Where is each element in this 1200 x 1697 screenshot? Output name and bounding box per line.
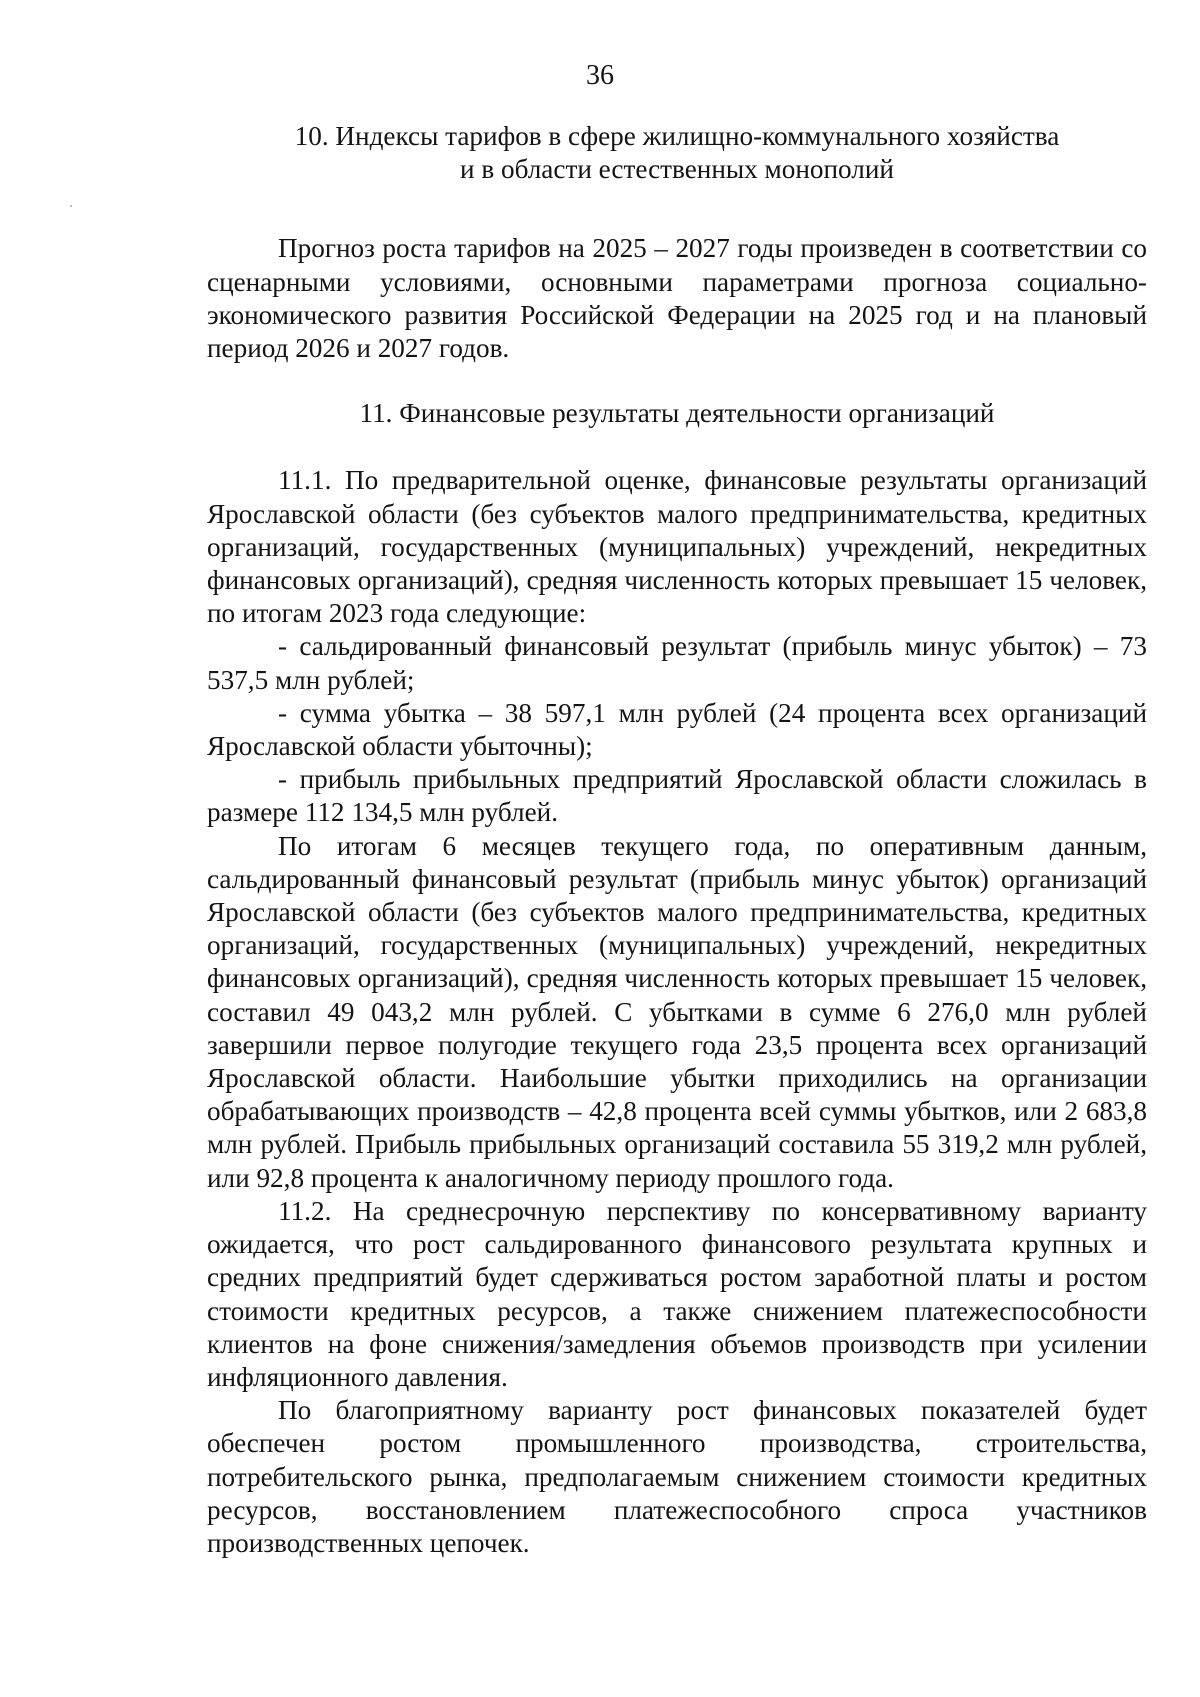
scan-speck [70,205,72,207]
list-item-loss: - сумма убытка – 38 597,1 млн рублей (24 процента всех организаций Ярославской области убыточны); [207,697,1147,762]
paragraph-11-2: 11.2. На среднесрочную перспективу по консервативному варианту ожидается, что рост сальдированного финансового результата крупных и средних предприятий будет сдерживаться ростом заработной платы и ростом стоимости кредитных ресурсов, а также снижением платежеспособности клиентов на фоне снижения/замедления объемов производств при усилении инфляционного давления. [207,1195,1147,1392]
page-content [207,120,1147,1560]
section-11-heading: 11. Финансовые результаты деятельности организаций [359,398,995,429]
section-10-heading [107,120,1200,186]
page-number: 36 [586,60,614,91]
list-item-profit: - прибыль прибыльных предприятий Ярославской области сложилась в размере 112 134,5 млн рублей. [207,764,1147,828]
paragraph-6-months: По итогам 6 месяцев текущего года, по оперативным данным, сальдированный финансовый результат (прибыль минус убыток) организаций Ярославской области (без субъектов малого предпринимательства, кредитных организаций, государственных (муниципальных) учреждений, некредитных финансовых организаций), средняя численность которых превышает 15 человек, составил 49 043,2 млн рублей. С убытками в сумме 6 276,0 млн рублей завершили первое полугодие текущего года 23,5 процента всех организаций Ярославской области. Наибольшие убытки приходились на организации обрабатывающих производств – 42,8 процента всей суммы убытков, или 2 683,8 млн рублей. Прибыль прибыльных организаций составила 55 319,2 млн рублей, или 92,8 процента к аналогичному периоду прошлого года. [207,830,1147,1193]
paragraph-favorable: По благоприятному варианту рост финансовых показателей будет обеспечен ростом промышленного производства, строительства, потребительского рынка, предполагаемым снижением стоимости кредитных ресурсов, восстановлением платежеспособного спроса участников производственных цепочек. [207,1395,1147,1558]
paragraph-11-1: 11.1. По предварительной оценке, финансовые результаты организаций Ярославской области (без субъектов малого предпринимательства, кредитных организаций, государственных (муниципальных) учреждений, некредитных финансовых организаций), средняя численность которых превышает 15 человек, по итогам 2023 года следующие: [207,465,1147,629]
section-10-paragraph: Прогноз роста тарифов на 2025 – 2027 годы произведен в соответствии со сценарными условиями, основными параметрами прогноза социально-экономического развития Российской Федерации на 2025 год и на плановый период 2026 и 2027 годов. [207,233,1147,364]
section-10-heading-line2: и в области естественных монополий [460,154,894,185]
list-item-saldo: - сальдированный финансовый результат (прибыль минус убыток) – 73 537,5 млн рублей; [207,631,1147,695]
section-10-heading-line1: 10. Индексы тарифов в сфере жилищно-коммунального хозяйства [294,121,1060,151]
